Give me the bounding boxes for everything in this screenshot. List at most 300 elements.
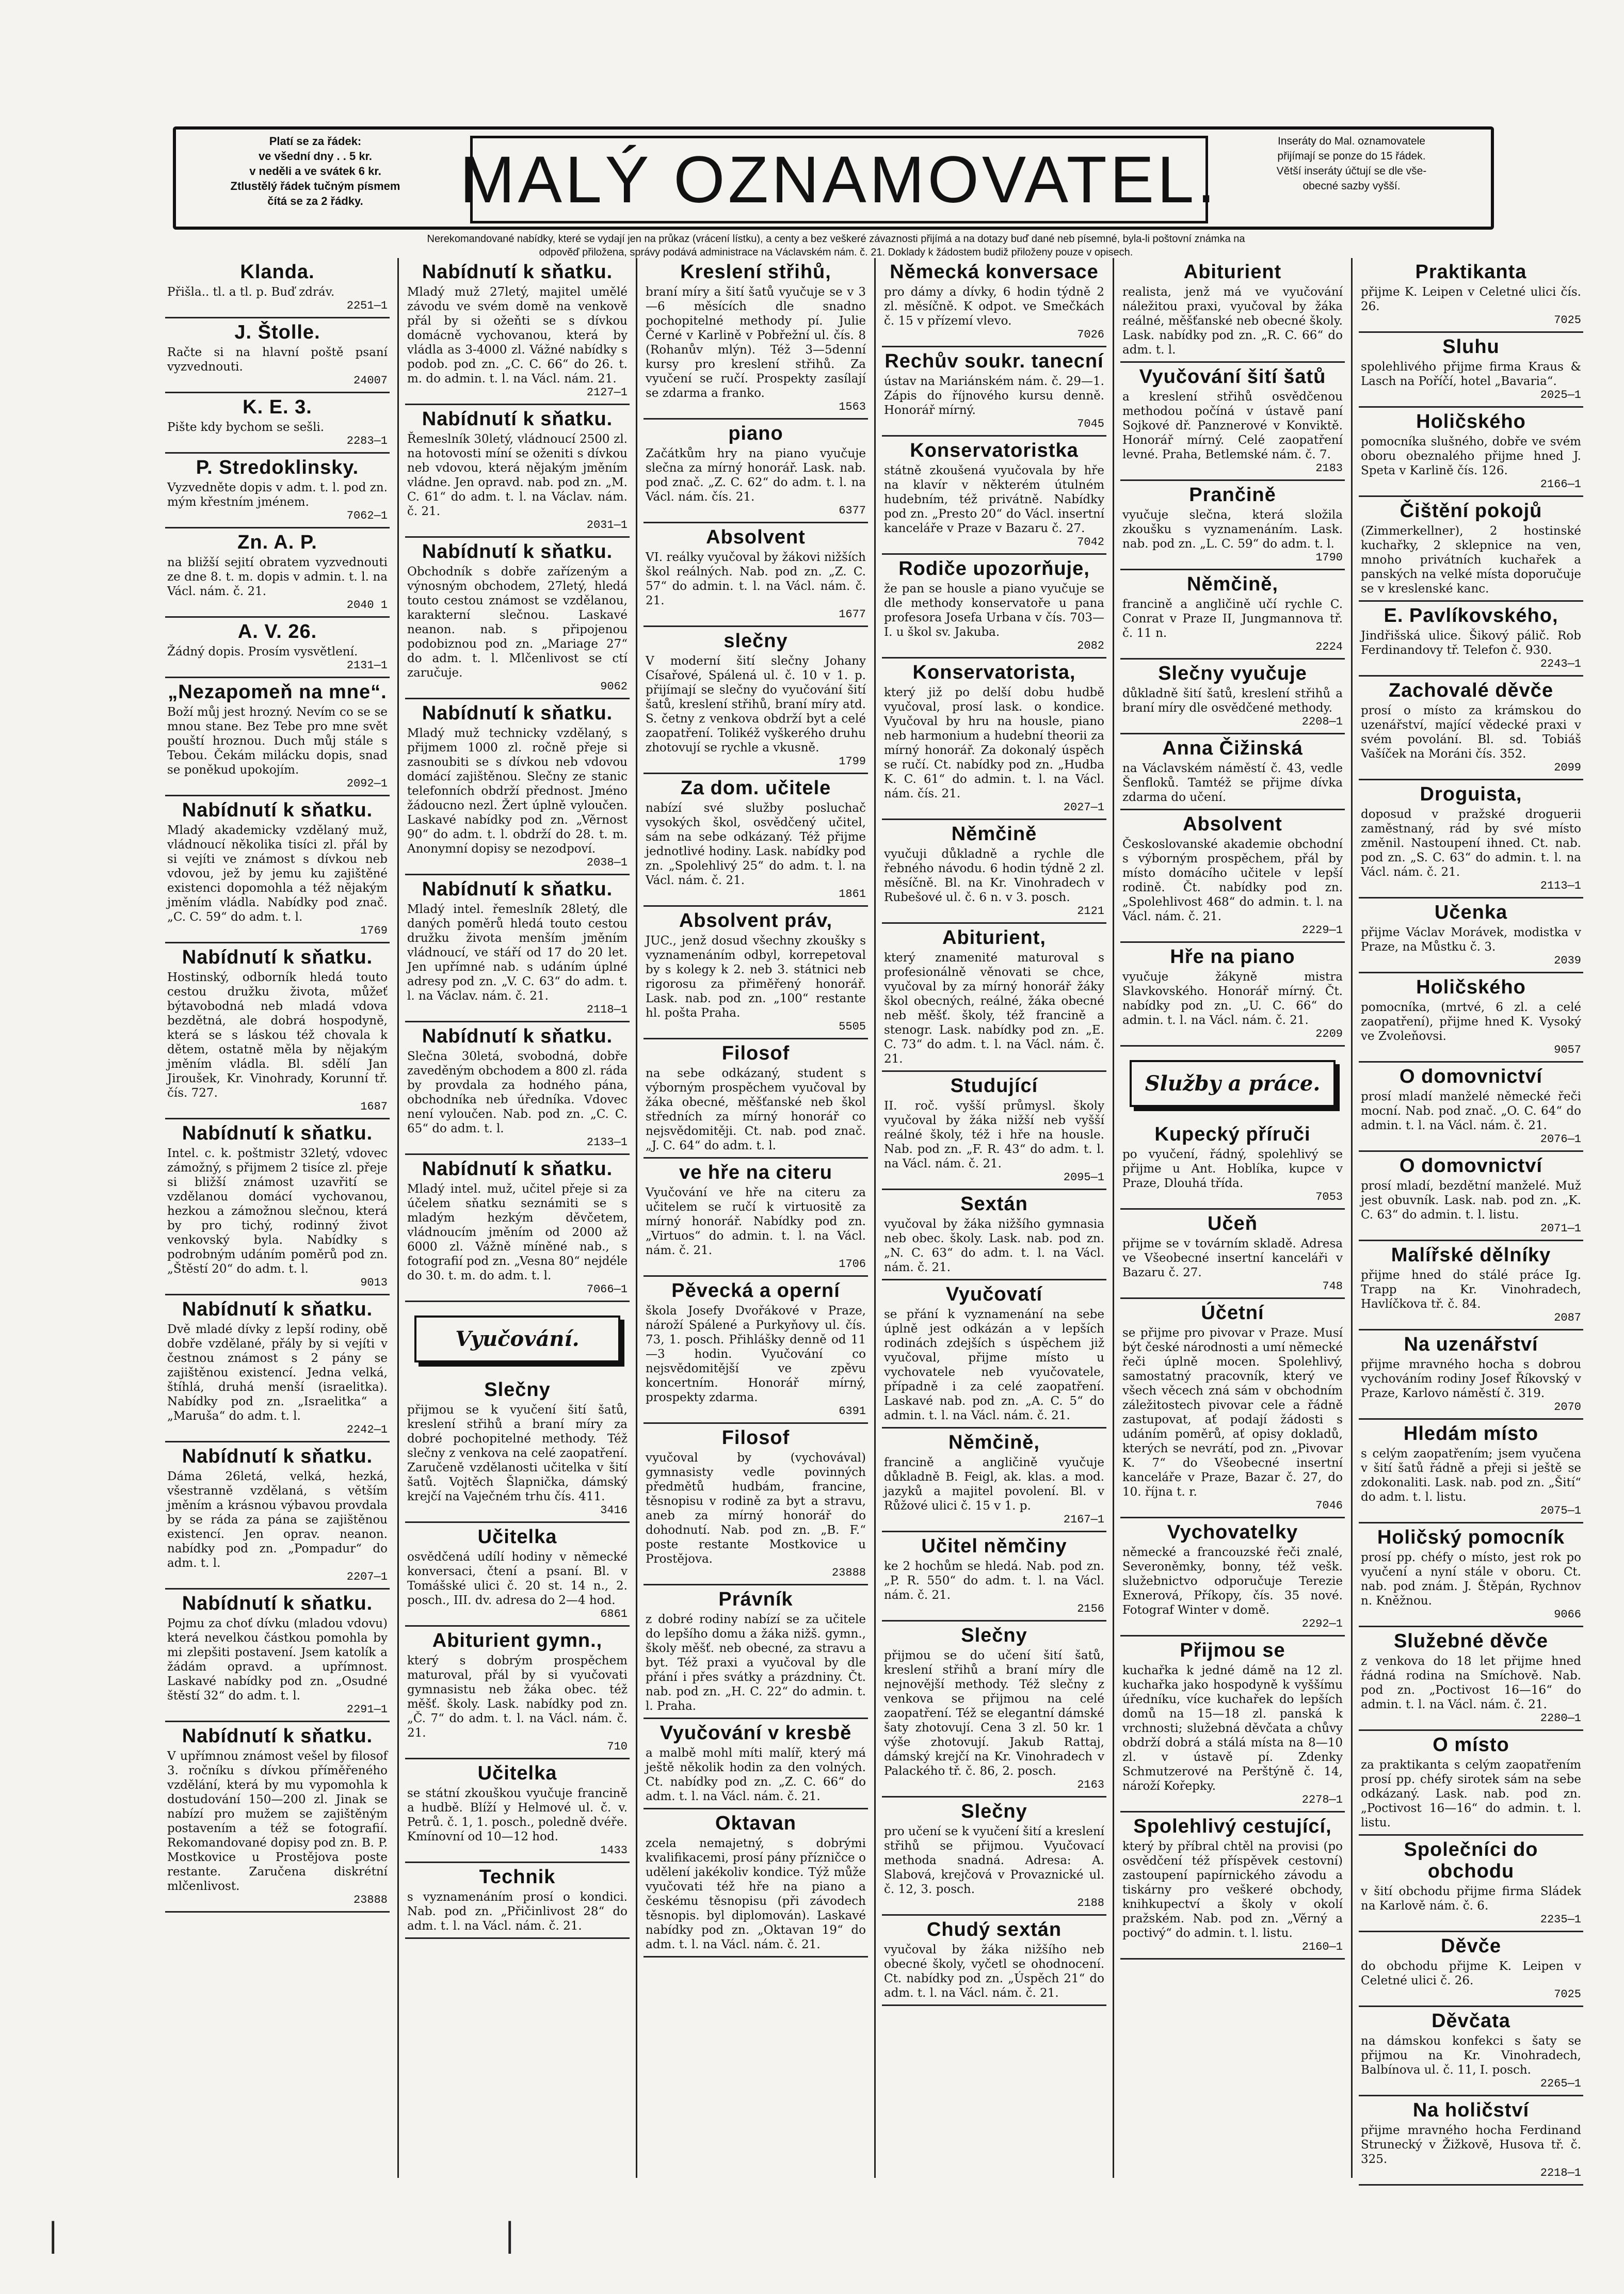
ad-heading: Nabídnutí k sňatku.	[182, 799, 373, 821]
ad-body: Přišla.. tl. a tl. p. Buď zdráv.	[167, 285, 335, 299]
ad-body: přijme se v továrním skladě. Adresa ve Všeobecné insertní kanceláři v Bazaru č. 27.	[1122, 1237, 1343, 1279]
classified-ad	[1120, 481, 1345, 570]
ad-heading: Nabídnutí k sňatku.	[422, 878, 613, 900]
ad-body: Jindřišská ulice. Šikový pálič. Rob Ferdinandovy tř. Telefon č. 930.	[1361, 629, 1581, 657]
ad-reference-number: 1677	[839, 608, 866, 621]
ad-body: se státní zkouškou vyučuje francině a hudbě. Blíží y Helmové ul. č. v. Petrů. č. 1, 1. posch., poledně dvéře. Kmínovní od 10—12 hod.	[407, 1787, 628, 1843]
ad-reference-number: 9066	[1554, 1608, 1581, 1621]
ad-body: státně zkoušená vyučovala by hře na klavír v některém útulném hudebním, též privátně. Nabídky pod zn. „Presto 20“ do Václ. insertní kanceláře v Praze v Bazaru č. 27.	[884, 464, 1104, 535]
ad-reference-number: 2070	[1554, 1401, 1581, 1414]
ad-heading: Vyučování v kresbě	[660, 1722, 852, 1744]
ad-body: přijmou se do učení šití šatů, kreslení střihů a braní míry dle nejnovější methody. Též slečny z venkova se přijmou na celé zaopatření. Též se elegantní dámské šaty zhotovují. Cena 3 zl. 50 kr. 1 výše zhotovují. Jakub Rattaj, dámský krejčí na Kr. Vinohradech v Palackého tř. č. 86, 2. posch.	[884, 1649, 1104, 1778]
ad-heading: Nabídnutí k sňatku.	[182, 1446, 373, 1467]
classified-ad	[1359, 677, 1583, 780]
ad-body: Mladý intel. řemeslník 28letý, dle daných poměrů hledá touto cestou družku života menším jměním vládnoucí, ve stáří od 17 do 20 let. Jen upřímné nab. s udáním úplné adresy pod zn. „V. C. 63“ do adm. t. l. na Václav. nám. č. 21.	[407, 903, 628, 1003]
ad-body: Vyučování ve hře na citeru za učitelem se ručí k virtuositě za mírný honorář. Nabídky pod zn. „Virtuos“ do admin. t. l. na Václ. nám. č. 21.	[646, 1186, 866, 1257]
ad-heading: E. Pavlíkovského,	[1384, 605, 1558, 627]
classified-ad	[1359, 1420, 1583, 1523]
ad-heading: Zn. A. P.	[237, 532, 317, 553]
page-title: MALÝ OZNAMOVATEL.	[460, 142, 1218, 217]
classified-ad	[165, 318, 390, 393]
ad-body: prosí o místo za krámskou do uzenářství, mající vědecké praxi v svém povolání. Bl. sd. Tobiáš Vašíček na Moráni čís. 352.	[1361, 704, 1581, 761]
ad-reference-number: 2251—1	[346, 299, 388, 312]
ad-heading: Vyučování šití šatů	[1139, 366, 1326, 388]
column-6	[1359, 258, 1583, 2199]
ad-heading: Němčině,	[948, 1432, 1040, 1453]
ad-reference-number: 7053	[1315, 1191, 1343, 1204]
ad-body: že pan se housle a piano vyučuje se dle methody konservatoře u pana profesora Josefa Urbana v čís. 703—I. u škol sv. Jakuba.	[884, 582, 1104, 639]
ad-reference-number: 2218—1	[1540, 2167, 1581, 2179]
ad-heading: Slečny	[484, 1379, 551, 1401]
ad-reference-number: 2166—1	[1540, 478, 1581, 491]
ad-reference-number: 7062—1	[346, 509, 388, 522]
ad-body: Hostinský, odborník hledá touto cestou družku života, můžeť býtavobodná neb mladá vdova bezdětná, ale dobrá hospodyně, která se s láskou též chovala k dětem, ostatně měla by nějakým jměním vládla. Bl. sdělí Jan Jiroušek, Kr. Vinohrady, Korunní tř. čís. 727.	[167, 971, 388, 1100]
ad-heading: Kreslení střihů,	[680, 261, 831, 283]
classified-ad	[405, 1863, 630, 1939]
ad-heading: Slečny	[961, 1801, 1027, 1822]
classified-ad	[1120, 943, 1345, 1047]
ad-heading: Konservatorista,	[912, 662, 1076, 683]
ad-reference-number: 7026	[1077, 328, 1104, 341]
ad-reference-number: 2229—1	[1301, 924, 1343, 937]
classified-ad	[1359, 1932, 1583, 2007]
ad-heading: Učenka	[1434, 902, 1508, 923]
ad-reference-number: 1706	[839, 1258, 866, 1271]
ad-reference-number: 6377	[839, 504, 866, 517]
ad-heading: Slečny	[961, 1625, 1027, 1646]
classified-ad	[882, 1622, 1106, 1798]
ad-heading: Vyučovatí	[945, 1284, 1043, 1305]
ad-body: Žádný dopis. Prosím vysvětlení.	[167, 645, 358, 659]
ad-heading: Hledám místo	[1403, 1423, 1539, 1445]
ad-heading: ve hře na citeru	[679, 1162, 832, 1183]
ad-heading: Nabídnutí k sňatku.	[422, 261, 613, 283]
classified-ad	[1120, 734, 1345, 810]
ad-heading: Nabídnutí k sňatku.	[182, 1298, 373, 1320]
ad-body: přijme mravného hocha Ferdinand Strunecký v Žižkově, Husova tř. č. 325.	[1361, 2124, 1581, 2166]
classified-ad	[644, 907, 868, 1039]
ad-reference-number: 2209	[1315, 1028, 1343, 1040]
ad-reference-number: 2183	[1315, 462, 1343, 475]
classified-ad	[165, 678, 390, 796]
ad-reference-number: 2167—1	[1063, 1513, 1104, 1526]
ad-reference-number: 9013	[360, 1276, 388, 1289]
masthead	[173, 126, 1494, 230]
ad-heading: A. V. 26.	[237, 621, 317, 643]
section-heading: Vyučování.	[414, 1316, 620, 1362]
ad-body: přijme mravného hocha s dobrou vychováním rodiny Josef Říkovský v Praze, Karlovo náměstí č. 319.	[1361, 1358, 1581, 1400]
classified-ad	[1359, 1731, 1583, 1836]
ad-body: Obchodník s dobře zařízeným a výnosným obchodem, 27letý, hledá touto cestou známost se vzdělanou, karakterní slečnou. Laskavé neanon. nab. s připojenou podobiznou pod zn. „Mariage 27“ do adm. t. l. Mlčenlivost se ctí zaručuje.	[407, 565, 628, 680]
ad-heading: Technik	[479, 1866, 556, 1888]
classified-ad	[1359, 333, 1583, 408]
ad-body: s celým zaopatřením; jsem vyučena v šití šatů řádně a přeji si ještě se zdokonaliti. Lask. nab. pod zn. „Šití“ do adm. t. l. listu.	[1361, 1447, 1581, 1504]
ad-reference-number: 2027—1	[1063, 801, 1104, 814]
ad-reference-number: 2208—1	[1301, 715, 1343, 728]
ad-heading: Vychovatelky	[1167, 1521, 1298, 1543]
classified-ad	[1359, 1152, 1583, 1241]
ad-body: z venkova do 18 let přijme hned řádná rodina na Smíchově. Nab. pod zn. „Poctivost 16—16“ do admin. t. l. na Václ. nám. č. 21.	[1361, 1655, 1581, 1711]
ad-heading: Abiturient,	[942, 927, 1046, 949]
pricing-line: Ztlustělý řádek tučným písmem	[230, 180, 400, 192]
column-2	[405, 258, 630, 2199]
ad-reference-number: 710	[607, 1740, 628, 1753]
classified-ad	[165, 1442, 390, 1590]
classified-ad	[644, 1277, 868, 1424]
ad-reference-number: 2118—1	[586, 1003, 628, 1016]
ad-heading: Holičský pomocník	[1377, 1527, 1565, 1548]
ad-body: prosí pp. chéfy o místo, jest rok po vyučení a nyní stále v oboru. Ct. nab. pod znám. J. Štěpán, Rychnov n. Kněžnou.	[1361, 1551, 1581, 1608]
classified-ad	[1120, 1120, 1345, 1210]
ad-body: v šití obchodu přijme firma Sládek na Karlově nám. č. 6.	[1361, 1885, 1581, 1913]
ad-reference-number: 2163	[1077, 1778, 1104, 1791]
classified-ad	[1359, 1063, 1583, 1152]
ad-heading: Na uzenářství	[1404, 1334, 1538, 1355]
classified-ad	[1120, 1812, 1345, 1960]
classified-ad	[165, 796, 390, 943]
ad-reference-number: 2280—1	[1540, 1712, 1581, 1725]
ad-body: důkladně šití šatů, kreslení střihů a braní míry dle osvědčené methody.	[1122, 687, 1343, 715]
ad-reference-number: 2038—1	[586, 856, 628, 869]
ad-body: Řemeslník 30letý, vládnoucí 2500 zl. na hotovosti míní se oženiti s dívkou neb vdovou, která nějakým jměním vládne. Jen opravd. nab. pod zn. „M. C. 61“ do adm. t. l. na Václav. nám. č. 21.	[407, 432, 628, 518]
classified-ad	[1120, 570, 1345, 660]
ad-heading: Pěvecká a operní	[671, 1280, 840, 1302]
pricing-line: v neděli a ve svátek 6 kr.	[249, 165, 381, 178]
ad-body: se přání k vyznamenání na sebe úplně jest odkázán a v lepších rodinách zdejších s úspěchem již vyučoval, přijme místo u vychovatele neb vyučovatele, případně i za celé zaopatření. Laskavé nab. pod zn. „A. C. 5“ do admin. t. l. na Václ. nám. č. 21.	[884, 1308, 1104, 1422]
classified-ad	[644, 1585, 868, 1719]
ad-body: vyučuje slečna, která složila zkoušku s vyznamenáním. Lask. nab. pod zn. „L. C. 59“ do adm. t. l.	[1122, 508, 1343, 551]
ad-body: realista, jenž má ve vyučování náležitou praxi, vyučoval by žáka reálné, měšťanské neb obecné školy. Lask. nabídky pod zn. „R. C. 66“ do adm. t. l.	[1122, 285, 1343, 357]
ad-heading: Společníci do obchodu	[1404, 1839, 1538, 1882]
ad-body: na dámskou konfekci s šaty se přijmou na Kr. Vinohradech, Balbínova ul. č. 11, I. posch.	[1361, 2034, 1581, 2077]
classified-ad	[1359, 1330, 1583, 1420]
classified-ad	[882, 1429, 1106, 1532]
pricing-line: čítá se za 2 řádky.	[267, 195, 363, 207]
edge-mark: |	[506, 2215, 514, 2254]
classified-ad	[882, 1798, 1106, 1916]
ad-reference-number: 23888	[831, 1566, 866, 1579]
ad-reference-number: 2092—1	[346, 777, 388, 790]
classified-ad	[405, 405, 630, 538]
ad-body: pro učení se k vyučení šití a kreslení střihů se přijmou. Vyučovací methoda snadná. Adresa: A. Slabová, krejčová v Provaznické ul. č. 12, 3. posch.	[884, 1825, 1104, 1896]
classified-ad	[1120, 1518, 1345, 1637]
classified-ad	[1120, 660, 1345, 734]
classified-ad	[1359, 258, 1583, 333]
ad-body: Pište kdy bychom se sešli.	[167, 421, 325, 434]
ad-heading: Nabídnutí k sňatku.	[422, 541, 613, 563]
column-rule	[874, 258, 876, 2178]
ad-reference-number: 2031—1	[586, 519, 628, 532]
ad-body: Mladý muž 27letý, majitel umělé závodu ve svém domě na venkově přál by si ožeňti se s dívkou domácně vychovanou, která by vládla as 3-4000 zl. Vážné nabídky s podob. pod zn. „C. C. 66“ do 26. t. m. do admin. t. l. na Václ. nám. 21.	[407, 285, 628, 386]
ad-reference-number: 2133—1	[586, 1136, 628, 1149]
ad-heading: Rechův soukr. tanecní	[885, 350, 1104, 372]
ad-reference-number: 7025	[1554, 1988, 1581, 2001]
ad-reference-number: 2156	[1077, 1602, 1104, 1615]
ad-reference-number: 7066—1	[586, 1283, 628, 1296]
ad-body: V upřímnou známost vešel by filosof 3. ročníku s dívkou příměřeného vzdělání, která by mu vypomohla k dostudování 150—200 zl. Jinak se nabízí pro mužem se zajištěným postavením a též se fotografií. Rekomandované dopisy pod zn. B. P. Mostkovice u Prostějova poste restante. Zaručena diskrétní mlčenlivost.	[167, 1750, 388, 1893]
ad-body: vyučuje žákyně mistra Slavkovského. Honorář mírný. Čt. nabídky pod zn. „U. C. 66“ do admin. t. l. na Václ. nám. č. 21.	[1122, 970, 1343, 1027]
ad-heading: Za dom. učitele	[680, 777, 831, 799]
ad-body: kuchařka k jedné dámě na 12 zl. kuchařka jako hospodyně k vyššímu úředníku, více kuchařek do lepších domů na 15—18 zl. panská k vrchnosti; služebná děvčata a chůvy obdrží dobrá a stálá místa na 8—10 zl. v ústavě pí. Zdenky Schmutzerové na Perštýně č. 14, nároží Kořepky.	[1122, 1664, 1343, 1793]
ad-reference-number: 5505	[839, 1020, 866, 1033]
ad-body: vyučoval by žáka nižšího neb obecné školy, vyčetl se ohodnocení. Ct. nabídky pod zn. „Úspěch 21“ do adm. t. l. na Václ. nám. č. 21.	[884, 1943, 1104, 2000]
ad-reference-number: 2160—1	[1301, 1940, 1343, 1953]
ad-reference-number: 1687	[360, 1100, 388, 1113]
ad-reference-number: 1790	[1315, 551, 1343, 564]
section-heading: Služby a práce.	[1130, 1060, 1336, 1107]
ad-heading: Učitelka	[477, 1526, 557, 1548]
ad-reference-number: 2121	[1077, 905, 1104, 918]
column-5	[1120, 258, 1345, 2199]
ad-heading: Studující	[950, 1075, 1038, 1097]
classified-ad	[405, 1376, 630, 1523]
ad-body: přijmou se k vyučení šití šatů, kreslení střihů a braní míry za dobré pochopitelné methody. Též slečny z venkova na celé zaopatření. Zaručeně vzdělanosti učitelka v šití šatů. Vojtěch Šlapnička, dámský krejčí na Vaječném trhu čís. 411.	[407, 1403, 628, 1503]
ad-reference-number: 2283—1	[346, 435, 388, 447]
column-rule	[636, 258, 637, 2178]
ad-body: pomocníka, (mrtvé, 6 zl. a celé zaopatření), přijme hned K. Vysoký ve Zvoleňovsi.	[1361, 1001, 1581, 1043]
classified-ad	[882, 924, 1106, 1072]
ad-heading: Nabídnutí k sňatku.	[422, 1158, 613, 1180]
ad-reference-number: 1769	[360, 924, 388, 937]
classified-ad	[882, 1190, 1106, 1280]
ad-body: francině a angličině vyučuje důkladně B. Feigl, ak. klas. a mod. jazyků a majitel povolení. Bl. v Růžové ulici č. 15 v 1. p.	[884, 1456, 1104, 1513]
classified-ad	[644, 1424, 868, 1585]
ad-reference-number: 2040 1	[346, 599, 388, 612]
ad-heading: Praktikanta	[1415, 261, 1527, 283]
classified-ad	[1359, 1523, 1583, 1627]
ad-body: přijme Václav Morávek, modistka v Praze, na Můstku č. 3.	[1361, 926, 1581, 954]
ad-heading: piano	[728, 423, 783, 444]
ad-heading: „Nezapomeň na mne“.	[168, 681, 387, 703]
ad-reference-number: 2224	[1315, 640, 1343, 653]
classified-ad	[1120, 363, 1345, 481]
ad-reference-number: 2235—1	[1540, 1913, 1581, 1926]
ad-heading: Čištění pokojů	[1400, 500, 1542, 522]
ad-heading: Klanda.	[240, 261, 315, 283]
classified-ad	[1359, 497, 1583, 602]
classified-ad	[405, 538, 630, 699]
column-rule	[397, 258, 399, 2178]
ad-body: zcela nemajetný, s dobrými kvalifikacemi, prosí pány přízničce o udělení jakékoliv kondice. Týž může vyučovati též hře na piano a českému těsnopisu (při závodech těsnopis. byl diplomován). Laskavé nabídky pod zn. „Oktavan 19“ do adm. t. l. na Václ. nám. č. 21.	[646, 1837, 866, 1951]
ad-heading: J. Štolle.	[234, 322, 320, 343]
ad-heading: Nabídnutí k sňatku.	[182, 1122, 373, 1144]
column-rule	[1113, 258, 1114, 2178]
ad-heading: Účetní	[1201, 1302, 1264, 1324]
ad-body: braní míry a šití šatů vyučuje se v 3—6 měsících dle snadno pochopitelné methody pí. Julie Černé v Karlině v Pobřežní ul. čís. 8 (Rohanův mlýn). Též 3—5denní kursy pro kreslení střihů. Za vyučení se ručí. Prospekty zasílají se zdarma a franko.	[646, 285, 866, 400]
ad-reference-number: 1799	[839, 755, 866, 768]
ad-reference-number: 9062	[600, 680, 628, 693]
subnote-line: Nerekomandované nabídky, které se vydají jen na průkaz (vrácení lístku), a centy a bez veškeré závaznosti přijímá a na dotazy buď dané neb písemné, byla-li poštovní známka na	[427, 233, 1245, 245]
ad-body: Mladý akademicky vzdělaný muž, vládnoucí několika tisíci zl. přál by si vejíti ve známost s dívkou neb vdovou, jež by jemu ku zajištěné existenci dopomohla a též nějakým jměním vládla. Nabídky pod znač. „C. C. 59“ do adm. t. l.	[167, 824, 388, 924]
ad-reference-number: 2113—1	[1540, 879, 1581, 892]
ad-body: Dvě mladé dívky z lepší rodiny, obě dobře vzdělané, přály by si vejíti v čestnou známost s 2 pány se zajištěnou existencí. Jedna velká, štíhlá, druhá menší (israelitka). Nabídky pod zn. „Israelitka“ a „Maruša“ do adm. t. l.	[167, 1323, 388, 1423]
ad-reference-number: 3416	[600, 1504, 628, 1517]
classified-ad	[644, 1809, 868, 1958]
classified-ad	[1120, 1210, 1345, 1299]
ad-reference-number: 6861	[600, 1608, 628, 1621]
ad-heading: Hře na piano	[1170, 946, 1295, 968]
ad-body: pro dámy a dívky, 6 hodin týdně 2 zl. měsíčně. K odpot. ve Smečkách č. 15 v přízemí vlevo.	[884, 285, 1104, 328]
ad-heading: Právník	[718, 1589, 793, 1610]
ad-heading: Sextán	[960, 1193, 1028, 1215]
ad-body: Českoslovanské akademie obchodní s výborným prospěchem, přál by místo domácího učitele v lepší rodině. Čt. nabídky pod zn. „Spolehlivost 468“ do admin. t. l. na Václ. nám. č. 21.	[1122, 838, 1343, 923]
ad-heading: Německá konversace	[890, 261, 1099, 283]
ad-body: na Václavském náměstí č. 43, vedle Šenfloků. Tamtéž se přijme dívka zdarma do učení.	[1122, 762, 1343, 804]
ad-reference-number: 24007	[353, 374, 388, 387]
classified-ad	[1359, 602, 1583, 677]
ad-heading: Prančině	[1189, 484, 1276, 506]
ad-body: vyučoval by (vychovával) gymnasisty vedle povinných předmětů hudbám, francine, těsnopisu v rodině za byt a stravu, aneb za mírný honorář do dohodnutí. Nab. pod zn. „B. F.“ poste restante Mostkovice u Prostějova.	[646, 1451, 866, 1566]
classified-ad	[644, 420, 868, 523]
classified-ad	[1120, 810, 1345, 943]
classified-ad	[882, 1072, 1106, 1190]
classified-ad	[405, 1022, 630, 1155]
column-3	[644, 258, 868, 2199]
ad-body: se přijme pro pivovar v Praze. Musí být české národnosti a umí německé řeči úplně mocen. Spolehlivý, samostatný pracovník, který ve všech věcech zná sám v obchodním záležitostech pivovar cele a řádně zastupovat, ať podají žádosti s udáním poměrů, ať opisy dokladů, kterých se nevrátí, pod zn. „Pivovar K. 7“ do Všeobecné insertní kanceláře v Praze, Bazar č. 27, do 10. října t. r.	[1122, 1326, 1343, 1499]
ad-reference-number: 2082	[1077, 639, 1104, 652]
classified-ad	[165, 258, 390, 318]
ad-reference-number: 7025	[1554, 314, 1581, 327]
ad-body: prosí mladí, bezdětní manželé. Muž jest obuvník. Lask. nab. pod zn. „K. C. 63“ do admin. t. l. listu.	[1361, 1179, 1581, 1222]
ad-reference-number: 2188	[1077, 1897, 1104, 1910]
classified-ad	[882, 1280, 1106, 1429]
ad-body: vyučuji důkladně a rychle dle řebného návodu. 6 hodin týdně 2 zl. měsíčně. Bl. na Kr. Vinohradech v Rubešové ul. č. 6 n. v 3. posch.	[884, 847, 1104, 904]
ad-body: přijme hned do stálé práce Ig. Trapp na Kr. Vinohradech, Havlíčkova tř. č. 84.	[1361, 1269, 1581, 1311]
ad-body: nabízí své služby posluchač vysokých škol, osvědčený učitel, sám na sebe odkázaný. Též přijme jednotlivé hodiny. Lask. nabídky pod zn. „Spolehlivý 25“ do adm. t. l. na Václ. nám. č. 21.	[646, 801, 866, 887]
ad-reference-number: 2207—1	[346, 1570, 388, 1583]
subnote-line: odpověď přiložena, správy podává administrace na Václavském nám. č. 21. Doklady k žádostem budiž přiloženy pouze v opisech.	[539, 247, 1133, 258]
ad-heading: Přijmou se	[1180, 1640, 1285, 1661]
ad-heading: Spolehlivý cestující,	[1133, 1816, 1332, 1837]
column-rule	[1351, 258, 1353, 2178]
ad-heading: Služebné děvče	[1393, 1630, 1549, 1652]
ad-heading: O domovnictví	[1400, 1066, 1542, 1087]
classified-ad	[165, 1119, 390, 1295]
classified-ad	[882, 347, 1106, 437]
ad-reference-number: 2087	[1554, 1311, 1581, 1324]
pricing-line: Platí se za řádek:	[269, 135, 362, 148]
ad-heading: Absolvent	[1183, 813, 1282, 835]
ad-body: na bližší sejití obratem vyzvednouti ze dne 8. t. m. dopis v admin. t. l. na Václ. nám. č. 21.	[167, 556, 388, 598]
ad-reference-number: 1861	[839, 888, 866, 901]
ad-reference-number: 2075—1	[1540, 1504, 1581, 1517]
classified-ad	[405, 699, 630, 875]
classified-ad	[644, 1159, 868, 1277]
ad-body: Intel. c. k. poštmistr 32letý, vdovec zámožný, s přijmem 2 tisíce zl. přeje si bližší známost uzavřití se vzdělanou domácí vychovanou, hezkou a zámožnou slečnou, která by pro tichý, rodinný život venkovský byla. Nabídky s podrobným udáním poměrů pod zn. „Štěstí 20“ do adm. t. l.	[167, 1147, 388, 1276]
classified-ad	[1359, 973, 1583, 1063]
ad-reference-number: 9057	[1554, 1044, 1581, 1056]
ad-heading: Oktavan	[715, 1812, 796, 1834]
ad-reference-number: 2095—1	[1063, 1171, 1104, 1184]
ad-body: JUC., jenž dosud všechny zkoušky s vyznamenáním odbyl, korrepetoval by s kolegy k 2. neb 3. státnici neb rigorosu za přiměřený honorář. Lask. nab. pod zn. „100“ restante hl. pošta Praha.	[646, 934, 866, 1020]
ad-reference-number: 7042	[1077, 536, 1104, 549]
ad-body: Začátkům hry na piano vyučuje slečna za mírný honorář. Lask. nab. pod znač. „Z. C. 62“ do adm. t. l. na Václ. nám. čís. 21.	[646, 447, 866, 504]
insert-note-line: obecné sazby vyšší.	[1303, 180, 1401, 192]
ad-body: pomocníka slušného, dobře ve svém oboru obeznalého přijme hned J. Speta v Karlině čís. 126.	[1361, 435, 1581, 477]
classified-ad	[1359, 408, 1583, 497]
insert-note-line: Větší inseráty účtují se dle vše-	[1276, 165, 1427, 177]
ad-heading: Chudý sextán	[926, 1919, 1062, 1940]
ad-body: Vyzvedněte dopis v adm. t. l. pod zn. mým křestním jménem.	[167, 481, 388, 509]
ad-body: francině a angličině učí rychle C. Conrat v Praze II, Jungmannova tř. č. 11 n.	[1122, 598, 1343, 640]
ad-heading: Nabídnutí k sňatku.	[182, 947, 373, 968]
ad-reference-number: 1433	[600, 1844, 628, 1857]
pricing-line: ve všední dny . . 5 kr.	[258, 150, 373, 163]
classified-ad	[1359, 1241, 1583, 1330]
ad-heading: Němčině,	[1187, 573, 1278, 595]
ad-reference-number: 2039	[1554, 954, 1581, 967]
ad-reference-number: 2127—1	[586, 386, 628, 399]
ad-body: který s dobrým prospěchem maturoval, přál by si vyučovati gymnasistu neb žáka obec. též měšť. školy. Lask. nabídky pod zn. „Č. 7“ do adm. t. l. na Václ. nám. č. 21.	[407, 1654, 628, 1740]
ad-reference-number: 2243—1	[1540, 657, 1581, 670]
ad-body: na sebe odkázaný, student s výborným prospěchem vyučoval by žáka obecné, měšťanské neb škol středních za mírný honorář co nejsvědomitěji. Ct. nab. pod znač. „J. C. 64“ do adm. t. l.	[646, 1067, 866, 1152]
ad-body: za praktikanta s celým zaopatřením prosí pp. chéfy sirotek sám na sebe odkázaný. Lask. nab. pod zn. „Poctivost 16—16“ do admin. t. l. listu.	[1361, 1758, 1581, 1830]
pricing-box	[186, 134, 444, 227]
ad-body: Mladý muž technicky vzdělaný, s přijmem 1000 zl. ročně přeje si zasnoubiti se s dívkou neb vdovou domácí zajištěnou. Slečny ze stanic telefonních obdrží přednost. Jméno žádoucno nezl. Žert úplně vyloučen. Laskavé nabídky pod zn. „Věrnost 90“ do adm. t. l. obdrží do 28. t. m. Anonymní dopisy se nezodpoví.	[407, 727, 628, 856]
ad-body: spolehlivého přijme firma Kraus & Lasch na Poříčí, hotel „Bavaria“.	[1361, 360, 1581, 388]
classified-ad	[644, 523, 868, 627]
ad-body: z dobré rodiny nabízí se za učitele do lepšího domu a žáka nižš. gymn., školy měšť. neb obecné, za stravu a byt. Též praxi a vyučoval by dle přání i přes svátky a prázdniny. Čt. nab. pod zn. „H. C. 22“ do admin. t. l. Praha.	[646, 1613, 866, 1713]
ad-body: (Zimmerkellner), 2 hostinské kuchařky, 2 sklepnice na ven, mnoho privátních kuchařek a panských na velké místa doporučuje se v kreslenské kanc.	[1361, 524, 1581, 596]
ad-reference-number: 2076—1	[1540, 1133, 1581, 1146]
classified-ad	[165, 943, 390, 1119]
ad-body: osvědčená udílí hodiny v německé konversaci, čtení a psaní. Bl. v Tomášské ulici č. 20 st. 14 n., 2. posch., III. dv. adresa do 2—4 hod.	[407, 1550, 628, 1607]
ad-reference-number: 7045	[1077, 418, 1104, 430]
ad-body: doposud v pražské droguerii zaměstnaný, rád by své místo změnil. Nastoupení ihned. Ct. nab. pod zn. „S. C. 63“ do admin. t. l. na Václ. nám. č. 21.	[1361, 808, 1581, 879]
ad-heading: Děvče	[1441, 1935, 1501, 1957]
ad-heading: Zachovalé děvče	[1388, 680, 1554, 701]
ad-reference-number: 2099	[1554, 761, 1581, 774]
ad-body: škola Josefy Dvořákové v Praze, nároží Spálené a Purkyňovy ul. čís. 73, 1. posch. Přihlášky denně od 11—3 hodin. Vyučování co nejsvědomitější ve zpěvu koncertním. Honorář mírný, prospekty zdarma.	[646, 1304, 866, 1404]
ad-heading: Děvčata	[1432, 2010, 1510, 2032]
classified-ad	[165, 1722, 390, 1913]
classified-ad	[165, 618, 390, 678]
ad-heading: slečny	[723, 630, 788, 652]
ad-body: Boží můj jest hrozný. Nevím co se se mnou stane. Bez Tebe pro mne svět pouští hroznou. Duch můj stále s Tebou. Čekám milácku dopis, snad se poněkud upokojím.	[167, 705, 388, 777]
ad-heading: Kupecký příruči	[1154, 1124, 1311, 1145]
ad-reference-number: 7046	[1315, 1499, 1343, 1512]
classified-ad	[882, 659, 1106, 820]
ad-body: který již po delší dobu hudbě vyučoval, prosí lask. o kondice. Vyučoval by hru na housle, piano neb harmonium a hudební theorii za mírný honorář. Za dokonalý úspěch se ručí. Ct. nabídky pod zn. „Hudba K. C. 61“ do admin. t. l. na Václ. nám. čís. 21.	[884, 686, 1104, 800]
ad-heading: Nabídnutí k sňatku.	[182, 1593, 373, 1614]
ad-body: ústav na Mariánském nám. č. 29—1. Zápis do říjnového kursu denně. Honorář mírný.	[884, 375, 1104, 417]
ad-heading: K. E. 3.	[243, 396, 312, 418]
ad-heading: Droguista,	[1420, 783, 1522, 805]
ad-heading: Konservatoristka	[910, 440, 1079, 461]
classified-ad	[405, 875, 630, 1022]
insert-note-line: přijímají se ponze do 15 řádek.	[1277, 150, 1426, 162]
ad-body: a malbě mohl míti malíř, který má ještě několik hodin za den volných. Ct. nabídky pod zn. „Z. C. 66“ do adm. t. l. na Václ. nám. č. 21.	[646, 1746, 866, 1803]
ad-body: s vyznamenáním prosí o kondici. Nab. pod zn. „Přičinlivost 28“ do adm. t. l. na Václ. nám. č. 21.	[407, 1890, 628, 1933]
ad-heading: Nabídnutí k sňatku.	[422, 1025, 613, 1047]
classified-ad	[1120, 1299, 1345, 1518]
ad-heading: Abiturient gymn.,	[432, 1630, 603, 1651]
classified-ad	[165, 528, 390, 618]
classified-ad	[882, 1532, 1106, 1622]
classified-ad	[882, 820, 1106, 924]
classified-ad	[644, 1039, 868, 1159]
classified-ad	[644, 258, 868, 420]
ad-heading: Filosof	[721, 1042, 790, 1064]
classified-ad	[1120, 1637, 1345, 1812]
ad-body: prosí mladí manželé německé řeči mocní. Nab. pod znač. „O. C. 64“ do admin. t. l. na Václ. nám. č. 21.	[1361, 1090, 1581, 1132]
ad-reference-number: 2131—1	[346, 659, 388, 672]
classified-ad	[644, 774, 868, 907]
ad-heading: Absolvent práv,	[679, 910, 833, 932]
classified-ad	[405, 258, 630, 405]
ad-body: německé a francouzské řeči znalé, Severoněmky, bonny, též vešk. služebnictvo odporučuje Terezie Exnerová, Příkopy, čís. 35 nové. Fotograf Winter v domě.	[1122, 1546, 1343, 1617]
header-subnote	[222, 232, 1450, 259]
